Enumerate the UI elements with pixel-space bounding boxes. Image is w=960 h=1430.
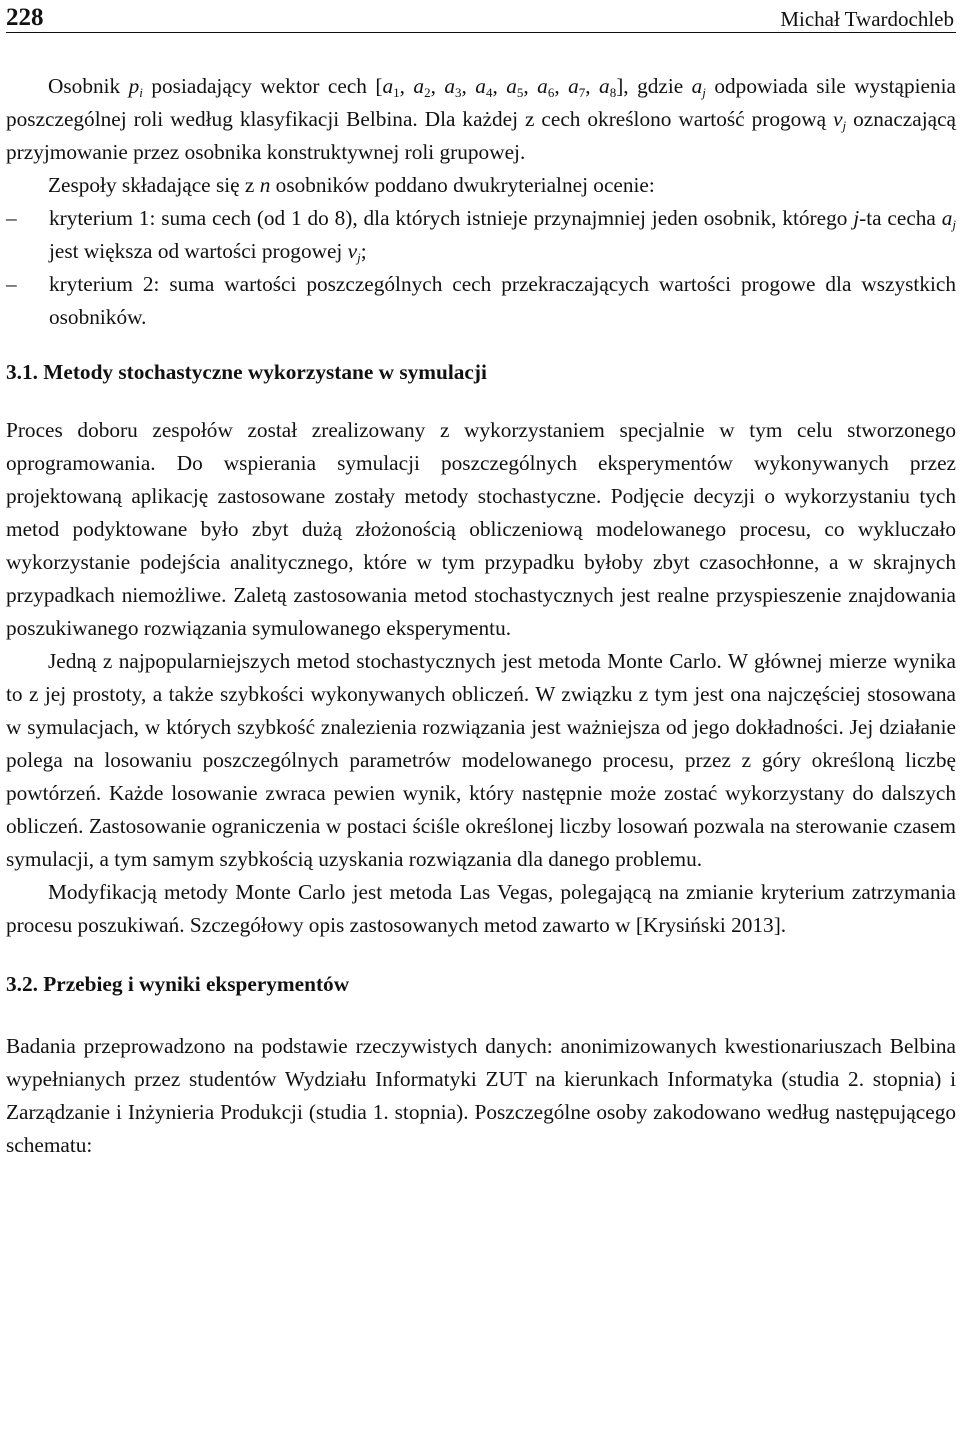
list-dash: – <box>6 206 17 230</box>
intro-paragraph-2: Zespoły składające się z n osobników poddano dwukryterialnej ocenie: <box>48 173 655 197</box>
intro-paragraph-1: Osobnik $p_i$ posiadający wektor cech [$a_1$, $a_2$, $a_3$, $a_4$, $a_5$, $a_6$, $a_7$, $a_8$], gdzie $a_j$ odpowiada sile wystąpienia poszczególnej roli według klasyfikacji Belbina. Dla każdej z cech określono wartość progową $v_j$ oznaczającą przyjmowanie przez osobnika konstruktywnej roli grupowej. <box>6 74 957 164</box>
list-dash: – <box>6 272 17 296</box>
running-header <box>6 0 956 33</box>
section-heading-3-1: 3.1. Metody stochastyczne wykorzystane w symulacji <box>6 360 487 384</box>
criterion-1 <box>6 202 956 268</box>
section-3-1-paragraph-1: Proces doboru zespołów został zrealizowany z wykorzystaniem specjalnie w tym celu stworzonego oprogramowania. Do wspierania symulacji poszczególnych eksperymentów wykonywanych przez projektowaną aplikację zastosowane zostały metody stochastyczne. Podjęcie decyzji o wykorzystaniu tych metod podyktowane było zbyt dużą złożonością obliczeniową modelowanego procesu, co wykluczało wykorzystanie podejścia analitycznego, które w tym przypadku byłoby zbyt czasochłonne, a w skrajnych przypadkach niemożliwe. Zaletą zastosowania metod stochastycznych jest realne przyspieszenie znajdowania poszukiwanego rozwiązania symulowanego eksperymentu. <box>6 418 956 640</box>
criterion-1-text: kryterium 1: suma cech (od 1 do 8), dla których istnieje przynajmniej jeden osobnik, którego j-ta cecha $a_j$ jest większa od wartości progowej $v_j$; <box>49 206 956 265</box>
section-3-2-paragraph-1: Badania przeprowadzono na podstawie rzeczywistych danych: anonimizowanych kwestionariuszach Belbina wypełnianych przez studentów Wydziału Informatyki ZUT na kierunkach Informatyka (studia 2. stopnia) i Zarządzanie i Inżynieria Produkcji (studia 1. stopnia). Poszczególne osoby zakodowano według następującego schematu: <box>6 1034 956 1157</box>
criterion-2 <box>6 268 956 334</box>
section-3-1-paragraph-3: Modyfikacją metody Monte Carlo jest metoda Las Vegas, polegającą na zmianie kryterium zatrzymania procesu poszukiwań. Szczegółowy opis zastosowanych metod zawarto w [Krysiński 2013]. <box>6 880 956 937</box>
running-header-author: Michał Twardochleb <box>780 7 954 31</box>
criterion-2-text: kryterium 2: suma wartości poszczególnych cech przekraczających wartości progowe dla wszystkich osobników. <box>49 272 956 329</box>
section-3-1-paragraph-2: Jedną z najpopularniejszych metod stochastycznych jest metoda Monte Carlo. W głównej mierze wynika to z jej prostoty, a także szybkości wykonywanych obliczeń. W związku z tym jest ona najczęściej stosowana w symulacjach, w których szybkość znalezienia rozwiązania jest ważniejsza od jego dokładności. Jej działanie polega na losowaniu poszczególnych parametrów modelowanego procesu, przez z góry określoną liczbę powtórzeń. Każde losowanie zwraca pewien wynik, który następnie może zostać wykorzystany do dalszych obliczeń. Zastosowanie ograniczenia w postaci ściśle określonej liczby losowań pozwala na sterowanie czasem symulacji, a tym samym szybkością uzyskania rozwiązania dla danego problemu. <box>6 649 956 871</box>
var-p: p <box>128 74 140 98</box>
section-heading-3-2: 3.2. Przebieg i wyniki eksperymentów <box>6 972 350 996</box>
page-number: 228 <box>6 4 44 31</box>
